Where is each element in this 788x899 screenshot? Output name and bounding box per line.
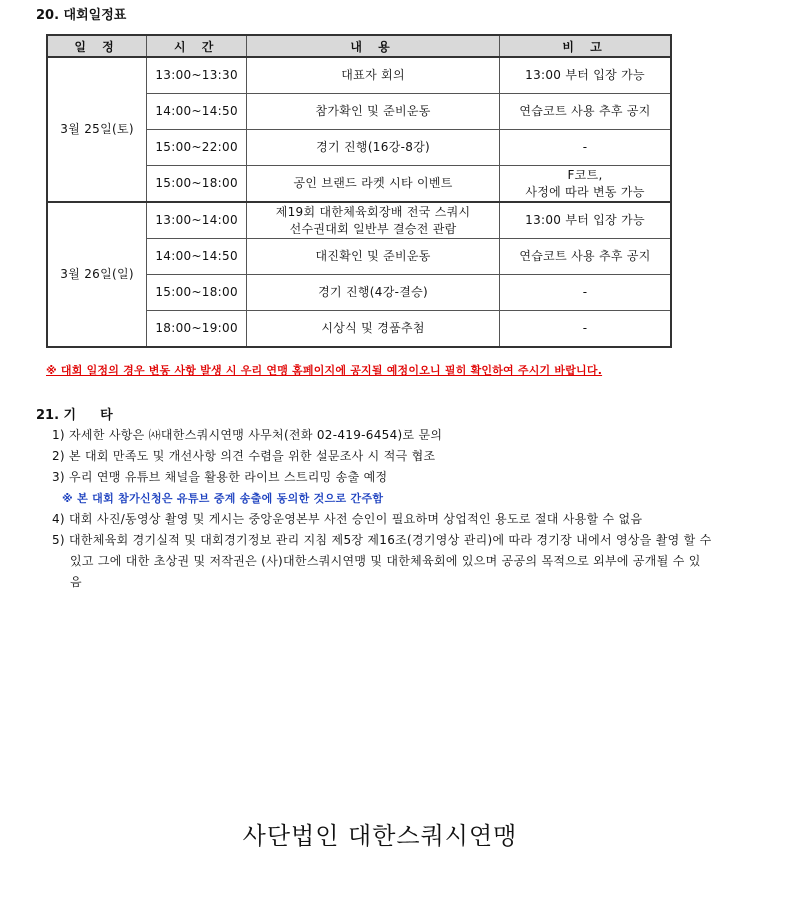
section-21-title-b: 타 (100, 408, 113, 423)
content-cell: 참가확인 및 준비운동 (247, 94, 500, 130)
header-date: 일 정 (47, 35, 147, 57)
content-line-1: 제19회 대한체육회장배 전국 스쿼시 (275, 204, 471, 219)
section-21-title (36, 404, 113, 423)
note-cell: - (500, 275, 671, 311)
note-cell: 13:00 부터 입장 가능 (500, 202, 671, 239)
list-item: 1) 자세한 사항은 ㈔대한스쿼시연맹 사무처(전화 02-419-6454)로 문의 (52, 428, 443, 442)
time-cell: 13:00~13:30 (147, 57, 247, 94)
note-cell: - (500, 311, 671, 348)
other-items-list (52, 425, 712, 593)
time-cell: 15:00~18:00 (147, 166, 247, 203)
note-cell: - (500, 130, 671, 166)
note-cell: 13:00 부터 입장 가능 (500, 57, 671, 94)
content-cell: 대진확인 및 준비운동 (247, 239, 500, 275)
note-cell: 연습코트 사용 추후 공지 (500, 94, 671, 130)
table-row (47, 57, 671, 94)
list-item: 2) 본 대회 만족도 및 개선사항 의견 수렴을 위한 설문조사 시 적극 협조 (52, 449, 436, 463)
youtube-consent-note: ※ 본 대회 참가신청은 유튜브 중계 송출에 동의한 것으로 간주함 (62, 492, 384, 505)
header-note: 비 고 (500, 35, 671, 57)
content-line-2: 선수권대회 일반부 결승전 관람 (289, 221, 457, 236)
table-header-row (47, 35, 671, 57)
time-cell: 13:00~14:00 (147, 202, 247, 239)
time-cell: 14:00~14:50 (147, 239, 247, 275)
time-cell: 14:00~14:50 (147, 94, 247, 130)
content-cell: 공인 브랜드 라켓 시타 이벤트 (247, 166, 500, 203)
content-cell: 경기 진행(4강-결승) (247, 275, 500, 311)
table-row (47, 202, 671, 239)
header-time: 시 간 (147, 35, 247, 57)
date-cell-day1: 3월 25일(토) (47, 57, 147, 202)
content-cell (247, 202, 500, 239)
section-20-title: 20. 대회일정표 (36, 8, 127, 23)
note-cell (500, 166, 671, 203)
organization-name: 사단법인 대한스쿼시연맹 (242, 822, 518, 850)
list-item: 4) 대회 사진/동영상 촬영 및 게시는 중앙운영본부 사전 승인이 필요하며 상업적인 용도로 절대 사용할 수 없음 (52, 512, 643, 526)
content-cell: 시상식 및 경품추첨 (247, 311, 500, 348)
schedule-change-notice: ※ 대회 일정의 경우 변동 사항 발생 시 우리 연맹 홈페이지에 공지될 예정이오니 필히 확인하여 주시기 바랍니다. (46, 364, 603, 377)
date-cell-day2: 3월 26일(일) (47, 202, 147, 347)
content-cell: 경기 진행(16강-8강) (247, 130, 500, 166)
time-cell: 18:00~19:00 (147, 311, 247, 348)
list-item: 3) 우리 연맹 유튜브 채널을 활용한 라이브 스트리밍 송출 예정 (52, 470, 388, 484)
content-cell: 대표자 회의 (247, 57, 500, 94)
time-cell: 15:00~18:00 (147, 275, 247, 311)
note-line-2: 사정에 따라 변동 가능 (525, 184, 645, 199)
section-21-title-a: 21. 기 (36, 408, 77, 423)
note-cell: 연습코트 사용 추후 공지 (500, 239, 671, 275)
list-item: 5) 대한체육회 경기실적 및 대회경기정보 관리 지침 제5장 제16조(경기영상 관리)에 따라 경기장 내에서 영상을 촬영 할 수 있고 그에 대한 초상권 및 저작권은 (사)대한스쿼시연맹 및 대한체육회에 있으며 공공의 목적으로 외부에 공개될 수 있음 (52, 533, 712, 589)
schedule-table (46, 34, 672, 348)
note-line-1: F코트, (567, 167, 603, 182)
header-content: 내 용 (247, 35, 500, 57)
time-cell: 15:00~22:00 (147, 130, 247, 166)
